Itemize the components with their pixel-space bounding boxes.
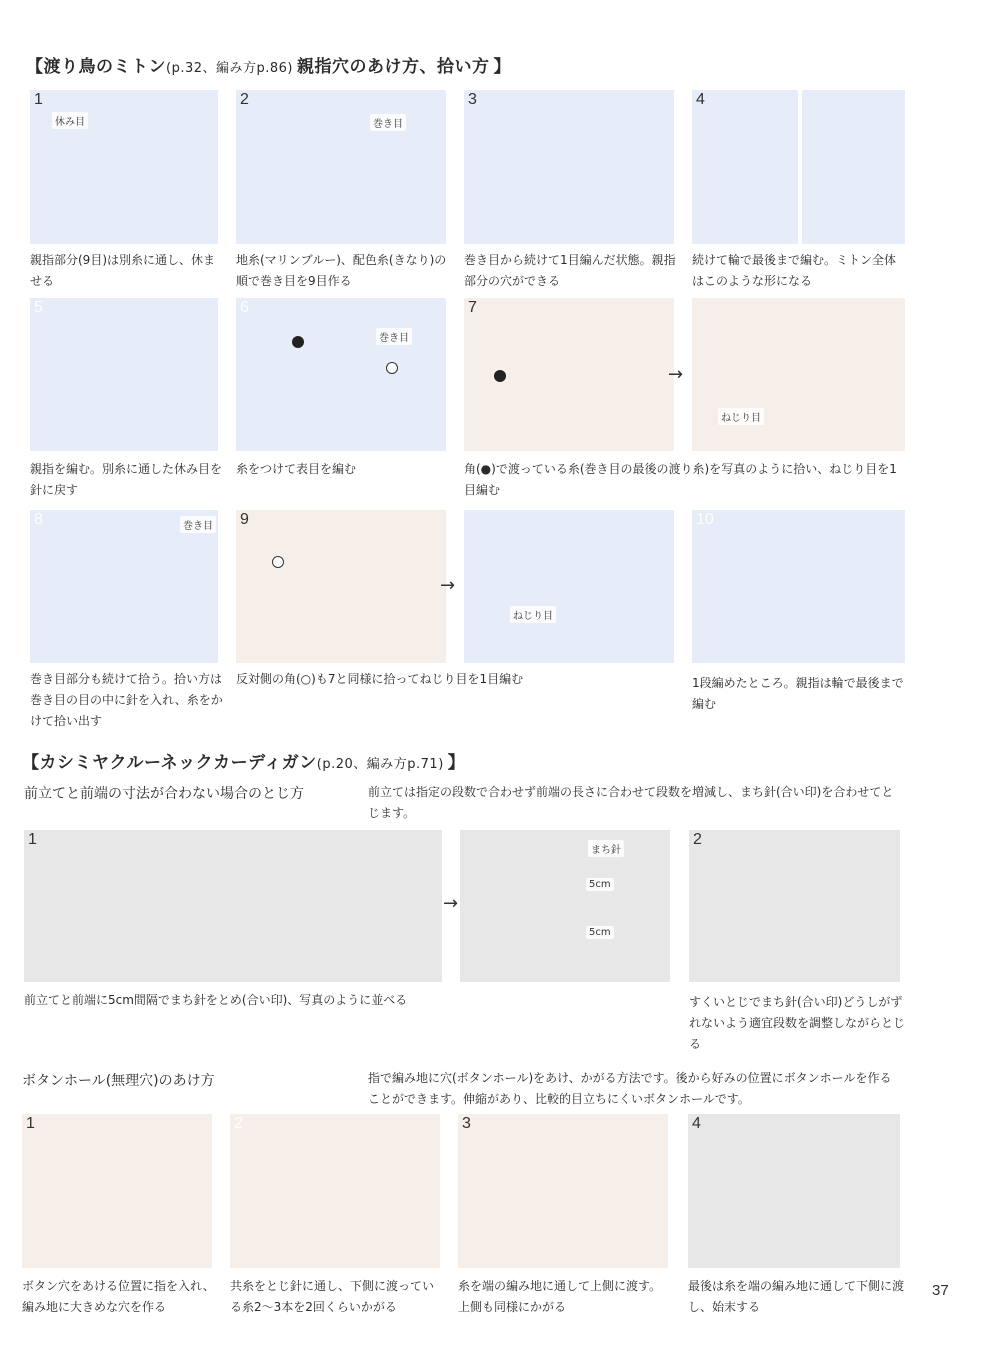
callout-label: 巻き目 — [370, 114, 406, 131]
callout-label: 5cm — [586, 878, 614, 891]
step-number: 1 — [26, 1115, 35, 1132]
step-number: 10 — [696, 511, 714, 528]
subsection-heading: ボタンホール(無理穴)のあけ方 — [22, 1073, 215, 1089]
step-number: 3 — [462, 1115, 471, 1132]
step-4-caption: 続けて輪で最後まで編む。ミトン全体はこのような形になる — [692, 253, 897, 288]
step-2-caption: 地糸(マリンブルー)、配色糸(きなり)の順で巻き目を9目作る — [236, 253, 447, 288]
seam-caption-2: すくいとじでまち針(合い印)どうしがずれないよう適宜段数を調整しながらとじる — [689, 995, 906, 1051]
step-9-caption: 反対側の角(○)も7と同様に拾ってねじり目を1目編む — [236, 672, 524, 686]
step-number: 1 — [28, 831, 37, 848]
step-7-photo-a — [464, 298, 674, 451]
step-1-caption: 親指部分(9目)は別糸に通し、休ませる — [30, 253, 215, 288]
step-7-caption: 角(●)で渡っている糸(巻き目の最後の渡り糸)を写真のように拾い、ねじり目を1目編む — [464, 462, 897, 497]
step-number: 4 — [696, 91, 705, 108]
section-title-ref: (p.32、編み方p.86) — [166, 61, 293, 76]
bracket-close: 】 — [447, 753, 466, 773]
step-9-photo-b — [464, 510, 674, 663]
step-10-caption: 1段編めたところ。親指は輪で最後まで編む — [692, 676, 904, 711]
step-number: 9 — [240, 511, 249, 528]
section-title-ref: (p.20、編み方p.71) — [316, 757, 444, 772]
step-number: 6 — [240, 299, 249, 316]
arrow-icon: → — [668, 364, 684, 385]
buttonhole-caption-4: 最後は糸を端の編み地に通して下側に渡し、始末する — [688, 1279, 905, 1314]
step-5-photo — [30, 298, 218, 451]
step-number: 8 — [34, 511, 43, 528]
section-title-main: カシミヤクルーネックカーディガン — [39, 753, 317, 773]
open-corner-marker — [272, 556, 284, 568]
subsection-description: 前立ては指定の段数で合わせず前端の長さに合わせて段数を増減し、まち針(合い印)を合わせてとじます。 — [368, 785, 894, 820]
step-number: 4 — [692, 1115, 701, 1132]
buttonhole-caption-2: 共糸をとじ針に通し、下側に渡っている糸2〜3本を2回くらいかがる — [230, 1279, 435, 1314]
step-number: 3 — [468, 91, 477, 108]
section-title-main: 渡り鳥のミトン — [43, 57, 166, 77]
arrow-icon: → — [443, 893, 459, 914]
step-number: 1 — [34, 91, 43, 108]
seam-caption-1: 前立てと前端に5cm間隔でまち針をとめ(合い印)、写真のように並べる — [24, 993, 408, 1007]
buttonhole-photo-4 — [688, 1114, 900, 1268]
bracket-close: 】 — [493, 57, 511, 77]
seam-photo-2 — [689, 830, 900, 982]
step-8-caption: 巻き目部分も続けて拾う。拾い方は巻き目の目の中に針を入れ、糸をかけて拾い出す — [30, 672, 223, 728]
buttonhole-photo-3 — [458, 1114, 668, 1268]
callout-label: 巻き目 — [180, 516, 216, 533]
step-4-photo-detail — [692, 90, 798, 244]
filled-corner-marker — [292, 336, 304, 348]
buttonhole-caption-1: ボタン穴をあける位置に指を入れ、編み地に大きめな穴を作る — [22, 1279, 215, 1314]
step-number: 5 — [34, 299, 43, 316]
step-3-photo — [464, 90, 674, 244]
buttonhole-photo-1 — [22, 1114, 212, 1268]
step-8-photo — [30, 510, 218, 663]
step-number: 2 — [693, 831, 702, 848]
subsection-heading: 前立てと前端の寸法が合わない場合のとじ方 — [24, 786, 304, 802]
callout-label: 休み目 — [52, 112, 88, 129]
callout-label: ねじり目 — [510, 606, 556, 623]
callout-label: 5cm — [586, 926, 614, 939]
step-7-photo-b — [692, 298, 905, 451]
step-10-photo — [692, 510, 905, 663]
step-1-photo — [30, 90, 218, 244]
open-corner-marker — [386, 362, 398, 374]
callout-label: 巻き目 — [376, 328, 412, 345]
step-number: 2 — [240, 91, 249, 108]
step-9-photo-a — [236, 510, 446, 663]
step-5-caption: 親指を編む。別糸に通した休み目を針に戻す — [30, 462, 223, 497]
callout-label: まち針 — [588, 840, 624, 857]
section-title-rest: 親指穴のあけ方、拾い方 — [297, 57, 490, 77]
bracket-open: 【 — [22, 753, 40, 773]
step-number: 2 — [234, 1115, 243, 1132]
seam-photo-1-detail — [460, 830, 670, 982]
step-6-photo — [236, 298, 446, 451]
buttonhole-caption-3: 糸を端の編み地に通して上側に渡す。上側も同様にかがる — [458, 1279, 662, 1314]
filled-corner-marker — [494, 370, 506, 382]
page-number: 37 — [932, 1282, 949, 1299]
arrow-icon: → — [440, 575, 456, 596]
step-6-caption: 糸をつけて表目を編む — [236, 462, 357, 476]
section-title-cardigan — [22, 748, 465, 773]
step-2-photo — [236, 90, 446, 244]
step-number: 7 — [468, 299, 477, 316]
step-3-caption: 巻き目から続けて1目編んだ状態。親指部分の穴ができる — [464, 253, 676, 288]
section-title-mitten — [26, 52, 511, 77]
callout-label: ねじり目 — [718, 408, 764, 425]
bracket-open: 【 — [26, 57, 44, 77]
buttonhole-photo-2 — [230, 1114, 440, 1268]
subsection-description: 指で編み地に穴(ボタンホール)をあけ、かがる方法です。後から好みの位置にボタンホールを作ることができます。伸縮があり、比較的目立ちにくいボタンホールです。 — [368, 1071, 892, 1106]
step-4-photo-whole — [802, 90, 905, 244]
seam-photo-1 — [24, 830, 442, 982]
